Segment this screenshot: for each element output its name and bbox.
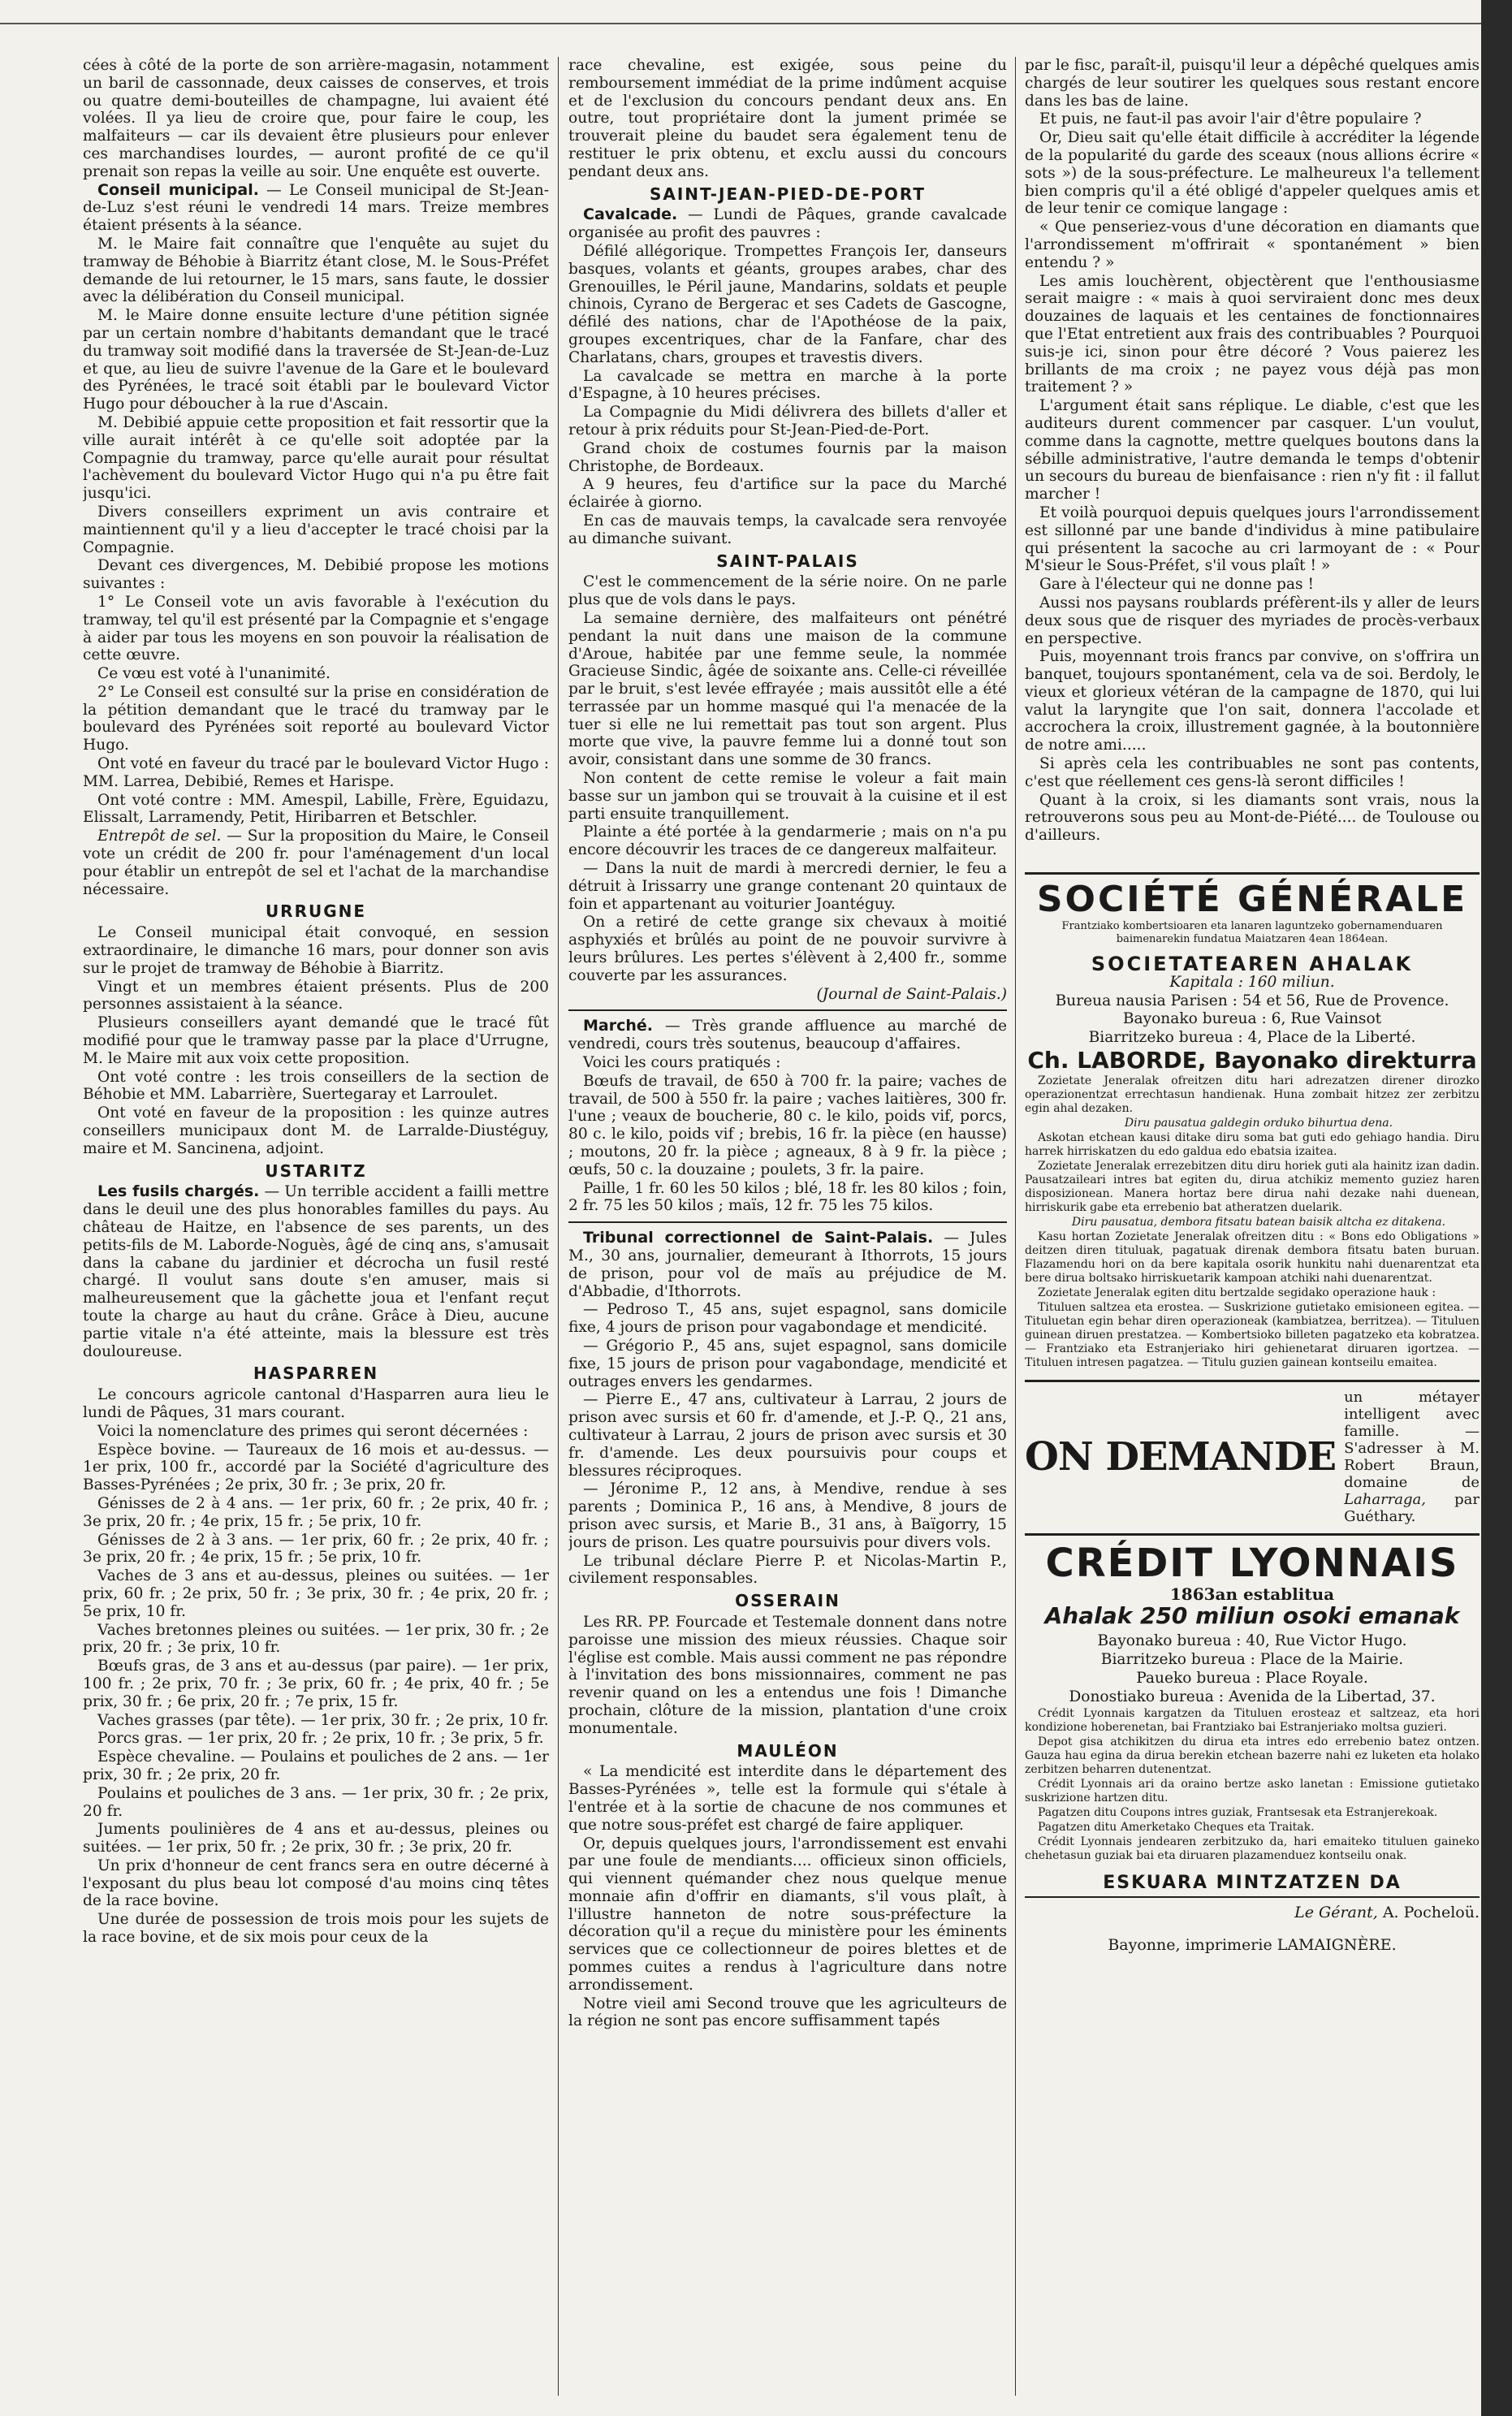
- ad-paragraph: Crédit Lyonnais jendearen zerbitzuko da, hari emaiteko tituluen gaineko chehetasun guziak bai eta diruaren plazamenduez kontseilu onak.: [1025, 1835, 1480, 1862]
- ad-capital: [1025, 974, 1480, 992]
- article-paragraph: Plainte a été portée à la gendarmerie ; mais on n'a pu encore découvrir les traces de ce dangereux malfaiteur.: [568, 823, 1007, 859]
- section-heading: USTARITZ: [265, 1160, 367, 1181]
- article-paragraph: M. le Maire fait connaître que l'enquête au sujet du tramway de Béhobie à Biarritz étant close, M. le Sous-Préfet demande de lui retourner, le 15 mars, sans faute, le dossier avec la délibération du Conseil municipal.: [83, 235, 549, 306]
- article-paragraph: Or, Dieu sait qu'elle était difficile à accréditer la légende de la popularité du garde des sceaux (nous allions écrire « sots ») de la sous-préfecture. Le malheureux l'a tellement bien compris qu'il a été obligé d'appeler quelques amis et de leur tenir ce comique langage :: [1025, 129, 1480, 218]
- article-paragraph: Un prix d'honneur de cent francs sera en outre décerné à l'exposant du plus beau lot composé d'au moins cinq têtes de la race bovine.: [83, 1856, 549, 1910]
- article-paragraph: « La mendicité est interdite dans le département des Basses-Pyrénées », telle est la formule qui s'étale à l'entrée et à la sortie de chacune de nos communes et que notre sous-préfet est chargé de faire appliquer.: [568, 1763, 1007, 1834]
- article-paragraph: M. le Maire donne ensuite lecture d'une pétition signée par un certain nombre d'habitants demandant que le tracé du tramway soit modifié dans la traversée de St-Jean-de-Luz et que, au lieu de suivre l'avenue de la Gare et le boulevard des Pyrénées, le tracé soit établi par le boulevard Victor Hugo pour déboucher à la rue d'Ascain.: [83, 307, 549, 413]
- italic-lead: Entrepôt de sel.: [97, 828, 222, 845]
- ad-italic: Laharraga,: [1344, 1490, 1427, 1508]
- article-paragraph: C'est le commencement de la série noire. On ne parle plus que de vols dans le pays.: [568, 573, 1007, 609]
- article-paragraph: Non content de cette remise le voleur a fait main basse sur un jambon qui se trouvait à la cuisine et il est parti ensuite tranquillement.: [568, 770, 1007, 823]
- run-in-heading: Marché.: [583, 1017, 653, 1035]
- ad-paragraph: Zozietate Jeneralak egiten ditu bertzalde segidako operazione hauk :: [1038, 1286, 1436, 1299]
- ad-address: Biarritzeko bureua : 4, Place de la Liberté.: [1088, 1029, 1416, 1047]
- article-text: — Très grande affluence au marché de vendredi, cours très soutenus, beaucoup d'affaires.: [568, 1018, 1007, 1053]
- article-paragraph: La cavalcade se mettra en marche à la porte d'Espagne, à 10 heures précises.: [568, 367, 1007, 403]
- societe-generale-ad: [1025, 872, 1480, 1370]
- article-paragraph: Les amis louchèrent, objectèrent que l'enthousiasme serait maigre : « mais à quoi serviraient donc mes deux douzaines de laquais et les centaines de fonctionnaires que l'Etat entretient aux frais des contribuables ? Pourquoi suis-je ici, sinon pour être décoré ? Vous paierez les brillants de ma croix ; ne payez vous déjà pas mon traitement ? »: [1025, 272, 1480, 396]
- article-paragraph: Ont voté en faveur du tracé par le boulevard Victor Hugo : MM. Larrea, Debibié, Remes et Harispe.: [83, 755, 549, 790]
- article-paragraph: Grand choix de costumes fournis par la maison Christophe, de Bordeaux.: [568, 439, 1007, 475]
- ad-capital: Ahalak 250 miliun osoki emanak: [1044, 1601, 1460, 1629]
- article-paragraph: 1° Le Conseil vote un avis favorable à l'exécution du tramway, tel qu'il est présenté par la Compagnie et s'engage à aider par tous les moyens en son pouvoir la réalisation de cette œuvre.: [83, 593, 549, 664]
- article-paragraph: Espèce bovine. — Taureaux de 16 mois et au-dessus. — 1er prix, 100 fr., accordé par la Société d'agriculture des Basses-Pyrénées ; 2e prix, 30 fr. ; 3e prix, 20 fr.: [83, 1441, 549, 1494]
- ad-paragraph: Crédit Lyonnais ari da oraino bertze asko lanetan : Emissione gutietako suskrizione hartzen ditu.: [1025, 1777, 1480, 1804]
- article-paragraph: Vingt et un membres étaient présents. Plus de 200 personnes assistaient à la séance.: [83, 978, 549, 1014]
- run-in-heading: Conseil municipal.: [97, 180, 259, 199]
- article-paragraph: Voici les cours pratiqués :: [583, 1054, 781, 1072]
- article-paragraph: La semaine dernière, des malfaiteurs ont pénétré pendant la nuit dans une maison de la commune d'Aroue, habitée par une femme seule, la nommée Gracieuse Sindic, âgée de soixante ans. Celle-ci réveillée par le bruit, s'est levée effrayée ; mais aussitôt elle a été terrassée par un homme masqué qui l'a menacée de la tuer si elle ne lui remettait pas tout son argent. Plus morte que vive, la pauvre femme lui a donné tout son avoir, consistant dans une somme de 30 francs.: [568, 609, 1007, 769]
- article-paragraph: Quant à la croix, si les diamants sont vrais, nous la retrouverons sous peu au Mont-de-Piété.... de Toulouse ou d'ailleurs.: [1025, 791, 1480, 845]
- ad-paragraph: Pagatzen ditu Coupons intres guziak, Frantsesak eta Estranjerekoak.: [1038, 1805, 1438, 1819]
- article-paragraph: Notre vieil ami Second trouve que les agriculteurs de la région ne sont pas encore suffisamment tapés: [568, 1995, 1007, 2030]
- ad-title: CRÉDIT LYONNAIS: [1025, 1533, 1480, 1586]
- ad-text: un métayer intelligent avec famille. — S'adresser à M. Robert Braun, domaine de: [1344, 1388, 1480, 1491]
- article-paragraph: « Que penseriez-vous d'une décoration en diamants que l'arrondissement m'offrirait « spontanément » bien entendu ? »: [1025, 218, 1480, 271]
- article-paragraph: Génisses de 2 à 4 ans. — 1er prix, 60 fr. ; 2e prix, 40 fr. ; 3e prix, 20 fr. ; 4e prix, 15 fr. ; 5e prix, 10 fr.: [83, 1494, 549, 1530]
- article-paragraph: [83, 1183, 549, 1360]
- ad-heading: SOCIETATEAREN AHALAK: [1091, 953, 1414, 976]
- article-paragraph: Ont voté contre : MM. Amespil, Labille, Frère, Eguidazu, Elissalt, Larramendy, Petit, Hiribarren et Betschler.: [83, 791, 549, 827]
- ad-paragraph: Kasu hortan Zozietate Jeneralak ofreitzen ditu : « Bons edo Obligations » deitzen diren tituluak, pagatuak direnak dembora fitsatu baten buruan. Flazamendu hori on da bere kapitala osorik hunkitu nahi duenarentzat eta bere dirua boltsako hirriskuetarik kampoan atchiki nahi duenarentzat.: [1025, 1230, 1480, 1285]
- ad-address: Paueko bureua : Place Royale.: [1136, 1670, 1368, 1688]
- ad-paragraph: [1025, 1117, 1480, 1130]
- gerant-signature: [1025, 1904, 1480, 1922]
- source-credit-text: (Journal de Saint-Palais.): [816, 985, 1007, 1003]
- on-demande-ad: [1025, 1380, 1480, 1525]
- article-paragraph: cées à côté de la porte de son arrière-magasin, notamment un baril de cassonnade, deux caisses de conserves, et trois ou quatre demi-bouteilles de champagne, lui avaient été volées. Il ya lieu de croire que, pour faire le coup, les malfaiteurs — car ils devaient être plusieurs pour enlever ces marchandises lourdes, — auront profité de ce qu'il prenait son repas la veille au soir. Une enquête est ouverte.: [83, 57, 549, 180]
- ad-address: Bureua nausia Parisen : 54 et 56, Rue de Provence.: [1055, 992, 1449, 1009]
- article-paragraph: [568, 206, 1007, 242]
- ad-paragraph: Depot gisa atchikitzen du dirua eta intres edo errebenio batez ontzen. Gauza hau egina da dirua berekin etchean bazerre nahi ez luketen eta holako zerbitzen beharren dutenentzat.: [1025, 1735, 1480, 1776]
- ad-address: Donostiako bureua : Avenida de la Libertad, 37.: [1069, 1688, 1436, 1705]
- column-1: [83, 57, 549, 2396]
- ad-paragraph: Askotan etchean kausi ditake diru soma bat guti edo gehiago handia. Diru harrek hirriskatzen du edo galdua edo ebatsia izaitea.: [1025, 1130, 1480, 1158]
- article-paragraph: Génisses de 2 à 3 ans. — 1er prix, 60 fr. ; 2e prix, 40 fr. ; 3e prix, 20 fr. ; 4e prix, 15 fr. ; 5e prix, 10 fr.: [83, 1531, 549, 1567]
- article-paragraph: [83, 182, 549, 235]
- article-paragraph: Aussi nos paysans roublards préfèrent-ils y aller de leurs deux sous que de risquer des myriades de procès-verbaux en perspective.: [1025, 594, 1480, 647]
- section-heading: OSSERAIN: [735, 1591, 840, 1611]
- article-paragraph: Or, depuis quelques jours, l'arrondissement est envahi par une foule de mendiants.... officieux sinon officiels, qui viennent quémander chez nous quelque menue monnaie afin d'offrir en diamants, s'il vous plaît, à l'illustre hanneton de notre sous-préfecture la décoration qu'il a reçue du ministère pour les éminents services que ce collectionneur de poires blettes et de pommes cuites a rendus à l'agriculture dans notre arrondissement.: [568, 1835, 1007, 1994]
- article-paragraph: [568, 1230, 1007, 1300]
- source-credit: [568, 986, 1007, 1004]
- article-paragraph: — Pierre E., 47 ans, cultivateur à Larrau, 2 jours de prison avec sursis et 60 fr. d'amende, et J.-P. Q., 21 ans, cultivateur à Larrau, 2 jours de prison avec sursis et 30 fr. d'amende. Les deux poursuivis pour coups et blessures réciproques.: [568, 1391, 1007, 1480]
- section-heading: URRUGNE: [265, 901, 367, 922]
- printer-imprint: Bayonne, imprimerie LAMAIGNÈRE.: [1108, 1936, 1397, 1955]
- ad-body: [1025, 1707, 1480, 1863]
- article-paragraph: Poulains et pouliches de 3 ans. — 1er prix, 30 fr. ; 2e prix, 20 fr.: [83, 1784, 549, 1820]
- article-paragraph: Plusieurs conseillers ayant demandé que le tracé fût modifié pour que le tramway passe par la place d'Urrugne, M. le Maire mit aux voix cette proposition.: [83, 1014, 549, 1067]
- article-text: — Un terrible accident a failli mettre dans le deuil une des plus honorables familles du pays. Au château de Haitze, en l'absence de ses parents, un des petits-fils de M. Laborde-Noguès, âgé de cinq ans, s'amusait dans la cabane du jardinier et décrocha un fusil resté chargé. Il voulut sans doute s'en amuser, mais si malheureusement que la gâchette joua et l'enfant reçut toute la charge au haut du crâne. Grâce à Dieu, aucune partie vitale n'a été atteinte, mais la blessure est très douloureuse.: [83, 1183, 549, 1360]
- article-paragraph: En cas de mauvais temps, la cavalcade sera renvoyée au dimanche suivant.: [568, 512, 1007, 547]
- ad-title: SOCIÉTÉ GÉNÉRALE: [1036, 879, 1468, 921]
- section-divider: [568, 1009, 1007, 1011]
- article-text: — Jules M., 30 ans, journalier, demeurant à Ithorrots, 15 jours de prison, pour vol de maïs au préjudice de M. d'Abbadie, d'Ithorrots.: [568, 1230, 1007, 1300]
- article-paragraph: Ont voté contre : les trois conseillers de la section de Béhobie et MM. Labarrière, Suertegaray et Larroulet.: [83, 1068, 549, 1104]
- article-paragraph: Ce vœu est voté à l'unanimité.: [97, 665, 330, 683]
- article-paragraph: Vaches grasses (par tête). — 1er prix, 30 fr. ; 2e prix, 10 fr.: [97, 1711, 549, 1729]
- column-rule: [558, 57, 559, 2396]
- article-paragraph: — Dans la nuit de mardi à mercredi dernier, le feu a détruit à Irissarry une grange contenant 20 quintaux de foin et appartenant au voiturier Joantéguy.: [568, 860, 1007, 913]
- ad-body: [1025, 1074, 1480, 1370]
- ad-paragraph: Tituluen saltzea eta erostea. — Suskrizione gutietako emisioneen egitea. — Tituluetan egin behar diren operazioneak (kambiatzea, berritzea). — Tituluen guinean diruen prestatzea. — Kombertsioko billeten pagatzeko eta kobratzea. — Frantziako eta Estranjeriako hiri gehienetarat diruaren igortzea. — Tituluen intresen pagatzea. — Titulu guzien gainean kontseilu emaitea.: [1025, 1300, 1480, 1369]
- gerant-name: A. Pocheloü.: [1382, 1904, 1480, 1922]
- eskuara-banner: ESKUARA MINTZATZEN DA: [1025, 1874, 1480, 1899]
- article-paragraph: Puis, moyennant trois francs par convive, on s'offrira un banquet, toujours spontanément, cela va de soi. Berdoly, le vieux et glorieux vétéran de la campagne de 1870, qui lui valut la laryngite que l'on sait, donnera l'accolade et accrochera la croix, illustrement gagnée, à la boutonnière de notre ami.....: [1025, 648, 1480, 754]
- article-paragraph: Devant ces divergences, M. Debibié propose les motions suivantes :: [83, 557, 549, 593]
- article-paragraph: Voici la nomenclature des primes qui seront décernées :: [97, 1422, 529, 1440]
- article-paragraph: — Grégorio P., 45 ans, sujet espagnol, sans domicile fixe, 15 jours de prison pour vagabondage, mendicité et outrages envers les gendarmes.: [568, 1337, 1007, 1390]
- article-paragraph: Juments poulinières de 4 ans et au-dessus, pleines ou suitées. — 1er prix, 50 fr. ; 2e prix, 30 fr. ; 3e prix, 20 fr.: [83, 1821, 549, 1856]
- section-heading: SAINT-PALAIS: [716, 551, 859, 571]
- article-paragraph: On a retiré de cette grange six chevaux à moitié asphyxiés et brûlés au point de ne pouvoir survivre à leurs brûlures. Les pertes s'élèvent à 2,400 fr., somme couverte par les assurances.: [568, 914, 1007, 984]
- column-rule: [1015, 57, 1016, 2396]
- run-in-heading: Tribunal correctionnel de Saint-Palais.: [583, 1229, 934, 1247]
- article-paragraph: Divers conseillers expriment un avis contraire et maintiennent qu'il y a lieu d'accepter le tracé choisi par la Compagnie.: [83, 503, 549, 556]
- section-heading: HASPARREN: [253, 1364, 379, 1384]
- run-in-heading: Cavalcade.: [583, 205, 678, 224]
- article-paragraph: Bœufs de travail, de 650 à 700 fr. la paire; vaches de travail, de 500 à 550 fr. la paire ; vaches laitières, 300 fr. l'une ; veaux de boucherie, 80 c. le kilo, poids vif, porcs, 80 c. le kilo, poids vif ; brebis, 16 fr. la pièce (en hausse) ; moutons, 20 fr. la pièce ; agneaux, 8 à 9 fr. la pièce ; œufs, 50 c. la douzaine ; poulets, 3 fr. la paire.: [568, 1072, 1007, 1178]
- article-paragraph: L'argument était sans réplique. Le diable, c'est que les auditeurs durent commencer par casquer. L'un voulut, comme dans la cagnotte, mettre quelques boutons dans la sébille administrative, l'autre demanda le temps d'obtenir un secours du bureau de bienfaisance : rien n'y fit : il fallut marcher !: [1025, 397, 1480, 504]
- section-divider: [568, 1221, 1007, 1223]
- ad-address: Bayonako bureua : 40, Rue Victor Hugo.: [1097, 1632, 1407, 1650]
- article-paragraph: — Pedroso T., 45 ans, sujet espagnol, sans domicile fixe, 4 jours de prison pour vagabondage et mendicité.: [568, 1301, 1007, 1337]
- ad-text: par Guéthary.: [1344, 1490, 1480, 1525]
- article-paragraph: [568, 1018, 1007, 1053]
- article-paragraph: La Compagnie du Midi délivrera des billets d'aller et retour à prix réduits pour St-Jean-Pied-de-Port.: [568, 404, 1007, 439]
- ad-subtitle: Frantziako kombertsioaren eta lanaren laguntzeko gobernamenduaren baimenarekin fundatua Maiatzaren 4ean 1864ean.: [1061, 920, 1443, 946]
- ad-director: Ch. LABORDE, Bayonako direkturra: [1027, 1047, 1477, 1074]
- ad-italic: Diru pausatua galdegin orduko bihurtua dena.: [1124, 1116, 1393, 1130]
- article-paragraph: [83, 828, 549, 898]
- ad-paragraph: Pagatzen ditu Amerketako Cheques eta Traitak.: [1038, 1820, 1315, 1834]
- article-paragraph: — Jéronime P., 12 ans, à Mendive, rendue à ses parents ; Dominica P., 16 ans, à Mendive, 8 jours de prison avec sursis, et Marie B., 31 ans, à Baïgorry, 15 jours de prison. Les quatre poursuivis pour divers vols.: [568, 1480, 1007, 1551]
- article-paragraph: par le fisc, paraît-il, puisqu'il leur a dépêché quelques amis chargés de leur soutirer les quelques sous restant encore dans les bas de laine.: [1025, 57, 1480, 110]
- article-paragraph: Et voilà pourquoi depuis quelques jours l'arrondissement est sillonné par une bande d'individus à mine patibulaire qui présentent la sacoche au cri larmoyant de : « Pour M'sieur le Sous-Préfet, s'il vous plaît ! »: [1025, 504, 1480, 575]
- page-edge-shadow: [1481, 0, 1512, 2416]
- article-paragraph: Le Conseil municipal était convoqué, en session extraordinaire, le dimanche 16 mars, pour donner son avis sur le projet de tramway de Béhobie à Biarritz.: [83, 924, 549, 977]
- article-paragraph: Défilé allégorique. Trompettes François Ier, danseurs basques, volants et géants, groupes arabes, char des Grenouilles, le Péril jaune, Mandarins, soldats et peuple chinois, Cyrano de Bergerac et ses Cadets de Gascogne, défilé des nations, char de l'Apothéose de la paix, groupes excentriques, char de la Fanfare, char des Charlatans, chars, groupes et travestis divers.: [568, 242, 1007, 366]
- article-paragraph: Espèce chevaline. — Poulains et pouliches de 2 ans. — 1er prix, 30 fr. ; 2e prix, 20 fr.: [83, 1748, 549, 1783]
- ad-established: 1863an establitua: [1169, 1584, 1335, 1604]
- column-3: [1025, 57, 1480, 2396]
- article-paragraph: Gare à l'électeur qui ne donne pas !: [1039, 576, 1314, 594]
- article-paragraph: Le tribunal déclare Pierre P. et Nicolas-Martin P., civilement responsables.: [568, 1552, 1007, 1588]
- article-paragraph: 2° Le Conseil est consulté sur la prise en considération de la pétition demandant que le tracé du tramway par le boulevard des Pyrénées soit reporté au boulevard Victor Hugo.: [83, 683, 549, 754]
- ad-paragraph: Zozietate Jeneralak ofreitzen ditu hari adrezatzen direner dirozko operazionentzat errechtasun handienak. Huna zombait hitzez zer zerbitzu egin ahal dezaken.: [1025, 1074, 1480, 1115]
- ad-title: ON DEMANDE: [1025, 1433, 1337, 1480]
- article-paragraph: Vaches de 3 ans et au-dessus, pleines ou suitées. — 1er prix, 60 fr. ; 2e prix, 50 fr. ; 3e prix, 30 fr. ; 4e prix, 20 fr. ; 5e prix, 10 fr.: [83, 1567, 549, 1620]
- ad-italic: Diru pausatua, dembora fitsatu batean baisik altcha ez ditakena.: [1071, 1215, 1446, 1229]
- article-paragraph: Bœufs gras, de 3 ans et au-dessus (par paire). — 1er prix, 100 fr. ; 2e prix, 70 fr. ; 3e prix, 60 fr. ; 4e prix, 40 fr. ; 5e prix, 30 fr. ; 6e prix, 20 fr. ; 7e prix, 15 fr.: [83, 1657, 549, 1710]
- ad-capital-text: Kapitala : 160 miliun.: [1169, 973, 1335, 991]
- article-paragraph: Le concours agricole cantonal d'Hasparren aura lieu le lundi de Pâques, 31 mars courant.: [83, 1386, 549, 1421]
- article-paragraph: M. Debibié appuie cette proposition et fait ressortir que la ville aurait intérêt à ce qu'elle soit adoptée par la Compagnie du tramway, parce qu'elle aurait pour résultat l'achèvement du boulevard Victor Hugo qui n'a pu être fait jusqu'ici.: [83, 413, 549, 503]
- ad-paragraph: Crédit Lyonnais kargatzen da Tituluen erosteaz et saltzeaz, eta hori kondizione hoberenetan, bai Frantziako bai Estranjeriako moltsa guzieri.: [1025, 1706, 1480, 1734]
- ad-address: Bayonako bureua : 6, Rue Vainsot: [1122, 1010, 1382, 1028]
- article-paragraph: Et puis, ne faut-il pas avoir l'air d'être populaire ?: [1039, 110, 1422, 128]
- gerant-label: Le Gérant,: [1294, 1904, 1378, 1922]
- article-paragraph: Si après cela les contribuables ne sont pas contents, c'est que réellement ces gens-là seront difficiles !: [1025, 755, 1480, 790]
- run-in-heading: Les fusils chargés.: [97, 1182, 260, 1201]
- ad-paragraph: Zozietate Jeneralak errezebitzen ditu diru horiek guti ala hainitz izan dadin. Pausatzaileari intres bat egiten du, dirua atchikiz memento guziez haren disposizionean. Manera hortaz bere dirua nahi dezake nahi duenean, hirriskurik gabe eta errebenio bat atheratzen duelarik.: [1025, 1159, 1480, 1214]
- article-text: — Le Conseil municipal de St-Jean-de-Luz s'est réuni le vendredi 14 mars. Treize membres étaient présents à la séance.: [83, 181, 549, 235]
- article-paragraph: Paille, 1 fr. 60 les 50 kilos ; blé, 18 fr. les 80 kilos ; foin, 2 fr. 75 les 50 kilos ; maïs, 12 fr. 75 les 75 kilos.: [568, 1179, 1007, 1215]
- section-heading: SAINT-JEAN-PIED-DE-PORT: [649, 184, 927, 204]
- article-text: — Lundi de Pâques, grande cavalcade organisée au profit des pauvres :: [568, 206, 1007, 242]
- article-paragraph: race chevaline, est exigée, sous peine du remboursement immédiat de la prime indûment acquise et de l'exclusion du concours pendant deux ans. En outre, tout propriétaire dont la jument primée se trouverait pleine du baudet sera également tenu de restituer le prix obtenu, et exclu aussi du concours pendant deux ans.: [568, 57, 1007, 180]
- article-paragraph: A 9 heures, feu d'artifice sur la pace du Marché éclairée à giorno.: [568, 476, 1007, 512]
- top-rule: [0, 23, 1512, 24]
- ad-address: Biarritzeko bureua : Place de la Mairie.: [1100, 1651, 1404, 1669]
- article-paragraph: Vaches bretonnes pleines ou suitées. — 1er prix, 30 fr. ; 2e prix, 20 fr. ; 3e prix, 10 fr.: [83, 1621, 549, 1657]
- ad-body: [1344, 1389, 1480, 1525]
- column-2: [568, 57, 1007, 2396]
- ad-paragraph: [1025, 1216, 1480, 1230]
- article-text: — Sur la proposition du Maire, le Conseil vote un crédit de 200 fr. pour l'aménagement d'un local pour établir un entrepôt de sel et l'achat de la marchandise nécessaire.: [83, 828, 549, 898]
- article-paragraph: Porcs gras. — 1er prix, 20 fr. ; 2e prix, 10 fr. ; 3e prix, 5 fr.: [97, 1730, 544, 1748]
- section-heading: MAULÉON: [737, 1740, 839, 1761]
- article-paragraph: Une durée de possession de trois mois pour les sujets de la race bovine, et de six mois pour ceux de la: [83, 1911, 549, 1947]
- article-paragraph: Les RR. PP. Fourcade et Testemale donnent dans notre paroisse une mission des mieux réussies. Chaque soir l'église est comble. Mais aussi comment ne pas répondre à l'invitation des bons missionnaires, comment ne pas revenir quand on les a entendus une fois ! Dimanche prochain, clôture de la mission, plantation d'une croix monumentale.: [568, 1613, 1007, 1737]
- article-paragraph: Ont voté en faveur de la proposition : les quinze autres conseillers municipaux dont M. de Larralde-Diustéguy, maire et M. Sancinena, adjoint.: [83, 1104, 549, 1157]
